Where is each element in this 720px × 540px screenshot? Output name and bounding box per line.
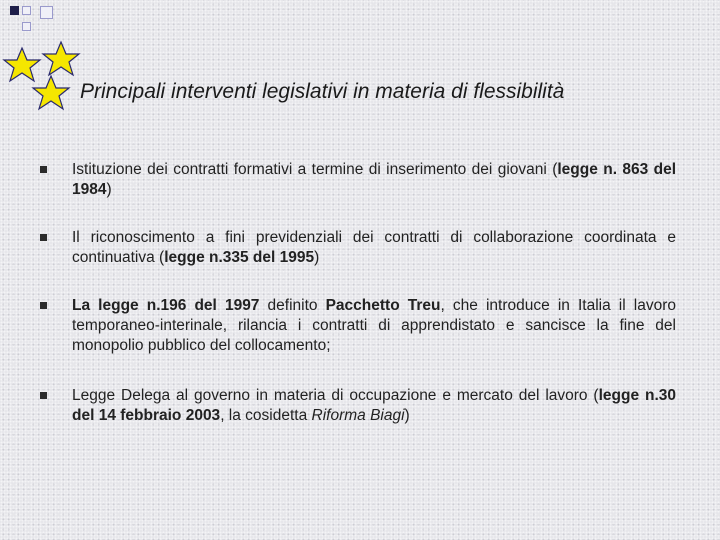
- bullet-square-icon: [40, 166, 47, 173]
- bullet-text-bold: Pacchetto Treu: [325, 297, 441, 314]
- square-outline-icon: [40, 6, 53, 19]
- stars-decoration: [0, 40, 90, 112]
- bullet-item: [40, 386, 676, 426]
- square-dark-icon: [10, 6, 19, 15]
- bullet-text-bold: legge n. 863 del 1984: [72, 161, 677, 198]
- square-outline-icon: [22, 22, 31, 31]
- bullet-text-bold: legge n.30 del 14 febbraio 2003: [72, 387, 676, 424]
- bullet-text: ): [404, 407, 410, 424]
- decorative-squares: [0, 0, 60, 40]
- bullet-item: [40, 296, 676, 356]
- bullet-item: [40, 160, 676, 200]
- bullet-text: ): [314, 249, 320, 266]
- bullet-text: , la cosidetta: [220, 407, 312, 424]
- bullet-item: [40, 228, 676, 268]
- bullet-text: Il riconoscimento a fini previdenziali dei contratti di collaborazione coordinata e continuativa (: [72, 229, 676, 266]
- bullet-square-icon: [40, 234, 47, 241]
- slide-title: Principali interventi legislativi in materia di flessibilità: [80, 80, 565, 103]
- bullet-text: Legge Delega al governo in materia di occupazione e mercato del lavoro (: [72, 387, 599, 404]
- bullet-square-icon: [40, 302, 47, 309]
- square-outline-icon: [22, 6, 31, 15]
- star-icon: [33, 76, 69, 109]
- bullet-list: [40, 160, 676, 426]
- bullet-text-bold: La legge n.196 del 1997: [72, 297, 260, 314]
- bullet-text: ): [106, 181, 112, 198]
- bullet-square-icon: [40, 392, 47, 399]
- bullet-text-italic: Riforma Biagi: [311, 407, 405, 424]
- star-icon: [4, 48, 40, 81]
- bullet-text: Istituzione dei contratti formativi a termine di inserimento dei giovani (: [72, 161, 558, 178]
- bullet-text: definito: [259, 297, 326, 314]
- bullet-text-bold: legge n.335 del 1995: [164, 249, 315, 266]
- bullet-text: , che introduce in Italia il lavoro temporaneo-interinale, rilancia i contratti di apprendistato e sancisce la fine del monopolio pubblico del collocamento;: [72, 297, 676, 354]
- star-icon: [43, 42, 79, 75]
